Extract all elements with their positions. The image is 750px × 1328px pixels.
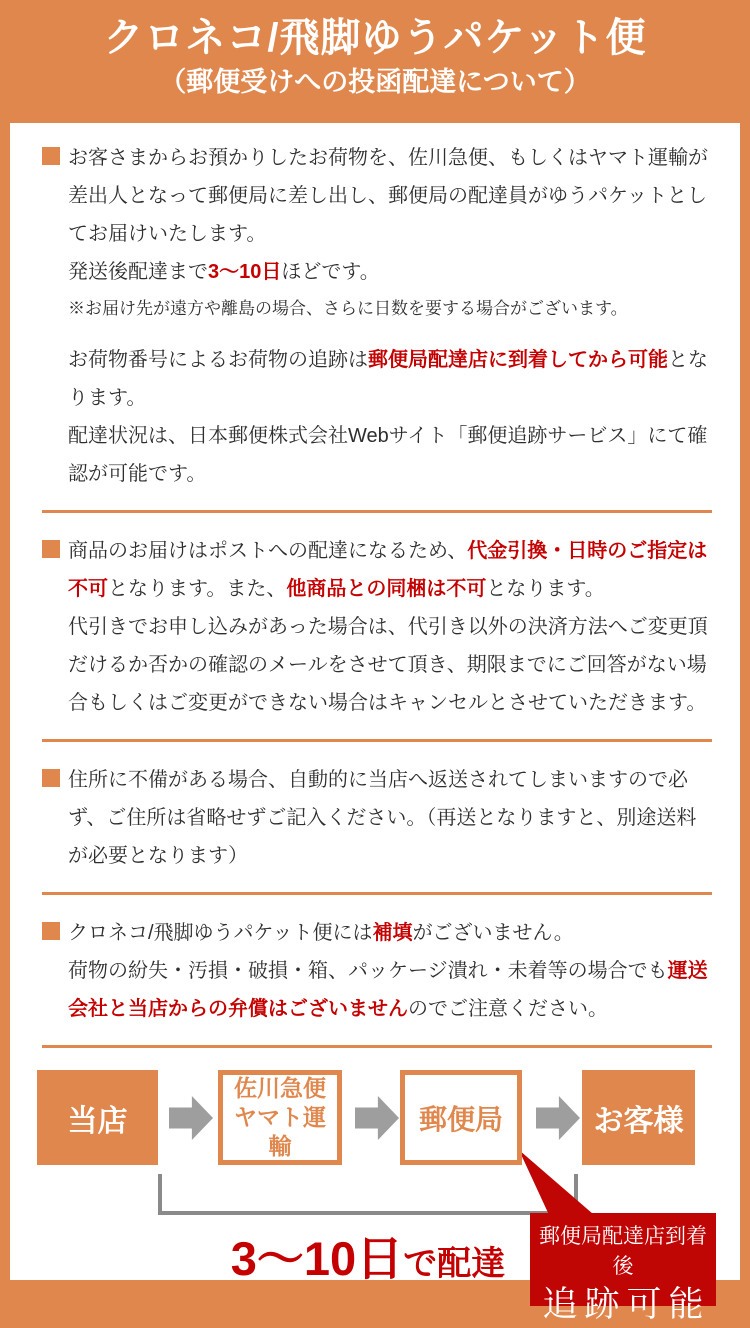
bullet-square-icon — [42, 922, 60, 940]
highlight-text: 補填 — [372, 922, 413, 944]
section-divider — [42, 739, 712, 742]
paragraph — [42, 761, 712, 875]
paragraph — [42, 952, 712, 1028]
text-segment: のでご注意ください。 — [408, 998, 608, 1020]
flow-step-shop — [37, 1070, 158, 1165]
text-segment: 荷物の紛失・汚損・破損・箱、パッケージ潰れ・未着等の場合でも — [68, 960, 668, 982]
info-section — [42, 761, 712, 875]
arrow-right-icon — [169, 1096, 213, 1140]
text-segment: となります。 — [486, 578, 605, 600]
info-section — [42, 139, 712, 493]
info-section — [42, 532, 712, 722]
duration-bracket — [158, 1174, 578, 1215]
section-divider — [42, 1045, 712, 1048]
bullet-square-icon — [42, 147, 60, 165]
flow-step-carriers — [218, 1070, 342, 1165]
text-segment: ※お届け先が遠方や離島の場合、さらに日数を要する場合がございます。 — [68, 299, 628, 318]
text-segment: となります。 — [68, 349, 708, 409]
text-segment: ほどです。 — [281, 261, 380, 283]
flow-step-label: 郵便局 — [418, 1103, 503, 1135]
text-segment: となります。また、 — [108, 578, 287, 600]
text-segment: 商品のお届けはポストへの配達になるため、 — [68, 540, 468, 562]
paragraph — [42, 291, 712, 327]
text-segment: クロネコ/飛脚ゆうパケット便には — [68, 922, 373, 944]
text-segment: お荷物番号によるお荷物の追跡は — [68, 349, 368, 371]
flow-step-customer — [582, 1070, 695, 1165]
paragraph — [42, 914, 712, 952]
info-section — [42, 914, 712, 1028]
callout-line2: 追跡可能 — [542, 1285, 711, 1324]
duration-suffix: で配達 — [403, 1245, 506, 1283]
delivery-flow-diagram — [10, 1070, 740, 1328]
bullet-square-icon — [42, 540, 60, 558]
section-divider — [42, 510, 712, 513]
paragraph — [42, 417, 712, 493]
flow-step-label: 当店 — [67, 1104, 128, 1138]
highlight-text: 代金引換・日時のご指定は不可 — [68, 540, 708, 600]
paragraph — [42, 608, 712, 722]
flow-step-label: 佐川急便 — [234, 1075, 326, 1101]
paragraph — [42, 341, 712, 417]
flow-step-post-office — [400, 1070, 522, 1165]
page-title: クロネコ/飛脚ゆうパケット便 — [103, 16, 647, 60]
highlight-text: 郵便局配達店に到着してから可能 — [368, 349, 668, 371]
paragraph — [42, 532, 712, 608]
text-segment: 住所に不備がある場合、自動的に当店へ返送されてしまいますので必ず、ご住所は省略せずご記入ください。（再送となりますと、別途送料が必要となります） — [68, 769, 697, 867]
text-segment: お客さまからお預かりしたお荷物を、佐川急便、もしくはヤマト運輸が差出人となって郵便局に差し出し、郵便局の配達員がゆうパケットとしてお届けいたします。 — [68, 147, 708, 245]
paragraph — [42, 139, 712, 253]
text-segment: がございません。 — [412, 922, 574, 944]
highlight-text: 他商品との同梱は不可 — [286, 578, 487, 600]
arrow-right-icon — [355, 1096, 399, 1140]
callout-line1: 郵便局配達店到着後 — [539, 1225, 707, 1278]
paragraph — [42, 253, 712, 291]
tracking-callout — [530, 1213, 716, 1324]
section-divider — [42, 892, 712, 895]
header — [0, 0, 750, 123]
flow-step-label: ヤマト運輸 — [234, 1104, 326, 1159]
sections — [42, 139, 712, 1048]
text-segment: 発送後配達まで — [68, 261, 208, 283]
content-panel — [10, 123, 740, 1324]
page-subtitle: （郵便受けへの投函配達について） — [159, 67, 591, 97]
text-segment: 配達状況は、日本郵便株式会社Webサイト「郵便追跡サービス」にて確認が可能です。 — [68, 425, 708, 485]
text-segment: 代引きでお申し込みがあった場合は、代引き以外の決済方法へご変更頂だけるか否かの確認のメールをさせて頂き、期限までにご回答がない場合もしくはご変更ができない場合はキャンセルとさせていただきます。 — [68, 616, 708, 714]
highlight-text: 運送会社と当店からの弁償はございません — [68, 960, 708, 1020]
highlight-text: 3〜10日 — [208, 261, 282, 283]
arrow-right-icon — [536, 1096, 580, 1140]
bullet-square-icon — [42, 769, 60, 787]
duration-days: 3〜10日 — [230, 1232, 404, 1285]
flow-step-label: お客様 — [593, 1104, 684, 1138]
